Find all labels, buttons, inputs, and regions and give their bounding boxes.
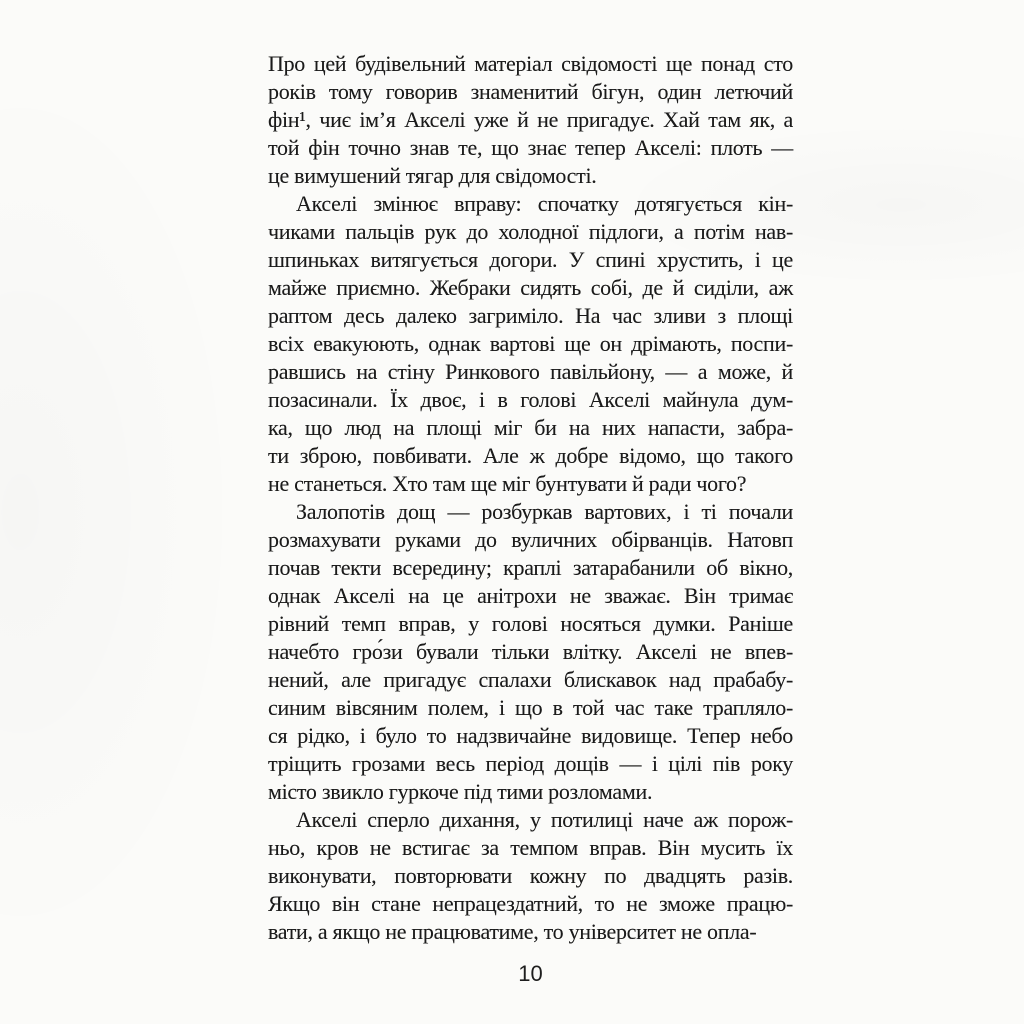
text-line: років тому говорив знаменитий бігун, один летючий (268, 79, 793, 104)
paragraph (268, 498, 793, 806)
text-line: позасинали. Їх двоє, і в голові Акселі майнула дум- (268, 387, 793, 412)
text-line: ньо, кров не встигає за темпом вправ. Він мусить їх (268, 835, 793, 860)
text-line: той фін точно знав те, що знає тепер Акселі: плоть — (268, 135, 793, 160)
paragraph (268, 806, 793, 946)
text-line: начебто гро́зи бували тільки влітку. Акселі не впев- (268, 639, 793, 664)
text-line: синим вівсяним полем, і що в той час таке трапляло- (268, 695, 793, 720)
text-line: шпиньках витягується догори. У спині хрустить, і це (268, 247, 793, 272)
text-line: Акселі змінює вправу: спочатку дотягується кін- (296, 191, 793, 216)
text-line: Акселі сперло дихання, у потилиці наче аж порож- (296, 807, 793, 832)
text-line: раптом десь далеко загриміло. На час зливи з площі (268, 303, 793, 328)
text-line: місто звикло гуркоче під тими розломами. (268, 779, 653, 804)
text-line: Про цей будівельний матеріал свідомості ще понад сто (268, 51, 793, 76)
text-line: тріщить грозами весь період дощів — і цілі пів року (268, 751, 793, 776)
text-line: фін¹, чиє ім’я Акселі уже й не пригадує. Хай там як, а (268, 107, 793, 132)
text-line: ка, що люд на площі міг би на них напасти, забра- (268, 415, 793, 440)
paragraph (268, 190, 793, 498)
text-line: однак Акселі на це анітрохи не зважає. Він тримає (268, 583, 793, 608)
text-line: Залопотів дощ — розбуркав вартових, і ті почали (296, 499, 793, 524)
text-line: майже приємно. Жебраки сидять собі, де й сиділи, аж (268, 275, 793, 300)
text-line: не станеться. Хто там ще міг бунтувати й ради чого? (268, 471, 747, 496)
text-line: ся рідко, і було то надзвичайне видовище. Тепер небо (268, 723, 793, 748)
text-line: ти зброю, повбивати. Але ж добре відомо, що такого (268, 443, 793, 468)
text-block (268, 50, 793, 946)
page-number: 10 (518, 961, 543, 986)
text-line: розмахувати руками до вуличних обірванців. Натовп (268, 527, 793, 552)
text-line: це вимушений тягар для свідомості. (268, 163, 597, 188)
text-line: Якщо він стане непрацездатний, то не зможе працю- (268, 891, 793, 916)
text-line: вати, а якщо не працюватиме, то університет не опла- (268, 919, 757, 944)
text-line: всіх евакуюють, однак вартові ще он дрімають, поспи- (268, 331, 793, 356)
text-line: виконувати, повторювати кожну по двадцять разів. (268, 863, 793, 888)
text-line: почав текти всередину; краплі затарабанили об вікно, (268, 555, 793, 580)
text-line: рівний темп вправ, у голові носяться думки. Раніше (268, 611, 793, 636)
text-line: нений, але пригадує спалахи блискавок над прабабу- (268, 667, 793, 692)
text-line: равшись на стіну Ринкового павільйону, — а може, й (268, 359, 793, 384)
text-line: чиками пальців рук до холодної підлоги, а потім нав- (268, 219, 793, 244)
paragraph (268, 50, 793, 190)
